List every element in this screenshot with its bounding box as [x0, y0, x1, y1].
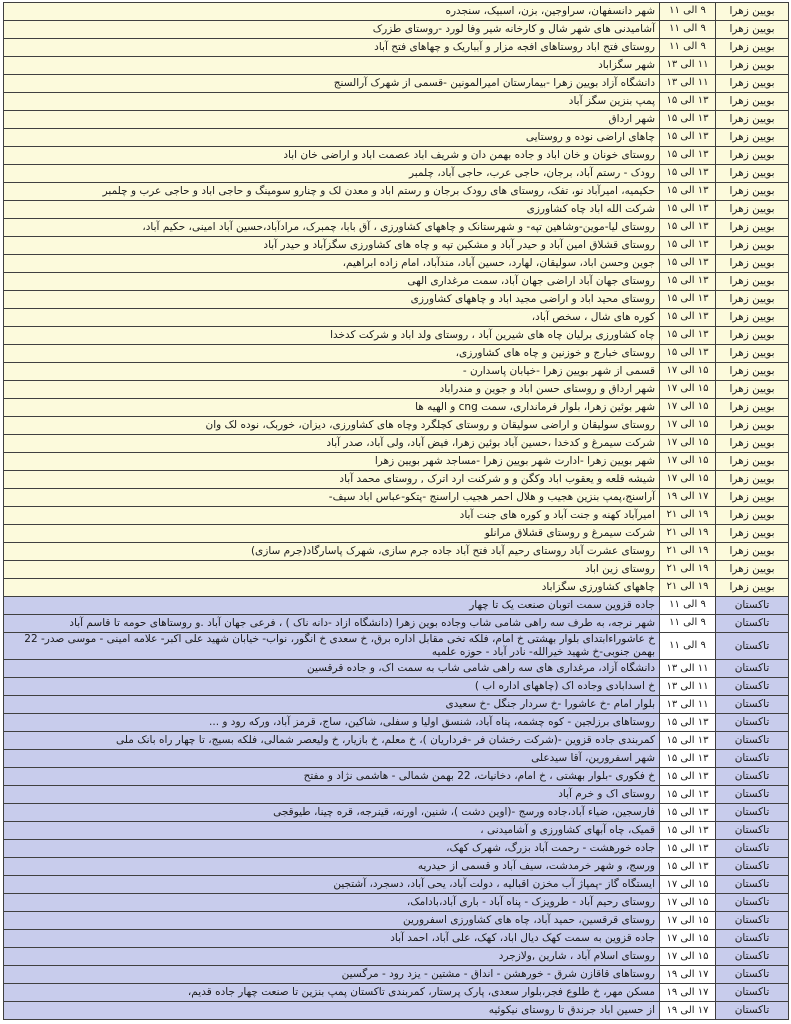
table-row [4, 345, 789, 363]
outage-time-cell: ۱۵ الی ۱۷ [660, 894, 716, 912]
table-row [4, 3, 789, 21]
outage-area-cell: روستای خبارج و خوزنین و چاه های کشاورزی، [4, 345, 660, 363]
outage-time-cell: ۱۵ الی ۱۷ [660, 435, 716, 453]
region-cell: تاکستان [716, 966, 789, 984]
table-row [4, 255, 789, 273]
outage-time-cell: ۱۳ الی ۱۵ [660, 840, 716, 858]
region-cell: تاکستان [716, 1002, 789, 1020]
region-cell: بویین زهرا [716, 471, 789, 489]
table-row [4, 57, 789, 75]
table-row [4, 525, 789, 543]
region-cell: بویین زهرا [716, 435, 789, 453]
outage-time-cell: ۱۵ الی ۱۷ [660, 453, 716, 471]
region-cell: بویین زهرا [716, 543, 789, 561]
table-row [4, 237, 789, 255]
region-cell: بویین زهرا [716, 129, 789, 147]
table-row [4, 453, 789, 471]
table-row [4, 660, 789, 678]
outage-area-cell: خ اسدابادی وجاده اک (چاههای اداره اب ) [4, 678, 660, 696]
outage-table-body [4, 3, 789, 1020]
outage-time-cell: ۱۹ الی ۲۱ [660, 561, 716, 579]
outage-area-cell: رودک - رستم آباد، برجان، حاجی عرب، حاجی آباد، چلمبر [4, 165, 660, 183]
outage-area-cell: چاه کشاورزی برلیان چاه های شیرین آباد ، روستای ولد اباد و شرکت کدخدا [4, 327, 660, 345]
outage-time-cell: ۱۵ الی ۱۷ [660, 417, 716, 435]
outage-area-cell: روستای فتح اباد روستاهای افجه مزار و آبباریک و چهاهای فتح آباد [4, 39, 660, 57]
outage-area-cell: دانشگاه آزاد بویین زهرا -بیمارستان امیرالمونین -قسمی از شهرک آرالسنج [4, 75, 660, 93]
table-row [4, 543, 789, 561]
outage-time-cell: ۱۷ الی ۱۹ [660, 1002, 716, 1020]
outage-time-cell: ۱۳ الی ۱۵ [660, 183, 716, 201]
outage-time-cell: ۱۳ الی ۱۵ [660, 93, 716, 111]
region-cell: بویین زهرا [716, 201, 789, 219]
outage-time-cell: ۱۳ الی ۱۵ [660, 309, 716, 327]
outage-time-cell: ۱۳ الی ۱۵ [660, 111, 716, 129]
outage-area-cell: چاهای اراضی نوده و روستایی [4, 129, 660, 147]
table-row [4, 597, 789, 615]
outage-time-cell: ۹ الی ۱۱ [660, 39, 716, 57]
outage-area-cell: روستای خونان و خان اباد و جاده بهمن دان و شریف اباد عصمت اباد و اراضی خان اباد [4, 147, 660, 165]
outage-table [3, 2, 789, 1020]
outage-area-cell: ورسج، و شهر خرمدشت، سیف آباد و قسمی از حیدریه [4, 858, 660, 876]
table-row [4, 471, 789, 489]
table-row [4, 948, 789, 966]
outage-area-cell: روستای محید اباد و اراضی مجید اباد و چاههای کشاورزی [4, 291, 660, 309]
outage-area-cell: جاده قزوین به سمت کهک دیال اباد، کهک، علی آباد، احمد آباد [4, 930, 660, 948]
outage-area-cell: دانشگاه آزاد، مرغداری های سه راهی شامی شاب به سمت اک، و جاده قرقسین [4, 660, 660, 678]
region-cell: بویین زهرا [716, 345, 789, 363]
outage-time-cell: ۱۵ الی ۱۷ [660, 948, 716, 966]
region-cell: بویین زهرا [716, 3, 789, 21]
outage-time-cell: ۱۳ الی ۱۵ [660, 219, 716, 237]
table-row [4, 381, 789, 399]
region-cell: بویین زهرا [716, 399, 789, 417]
table-row [4, 21, 789, 39]
table-row [4, 1002, 789, 1020]
outage-time-cell: ۱۳ الی ۱۵ [660, 714, 716, 732]
table-row [4, 435, 789, 453]
outage-time-cell: ۱۳ الی ۱۵ [660, 732, 716, 750]
outage-area-cell: شیشه قلعه و یعقوب اباد وکگن و و شرکنت ارد اترک , روستای محمد آباد [4, 471, 660, 489]
region-cell: بویین زهرا [716, 417, 789, 435]
outage-area-cell: آراسنج،پمپ بنزین هجیب و هلال احمر هجیب اراسنج -پتکو-عباس اباد سیف- [4, 489, 660, 507]
outage-area-cell: روستای اسلام آباد ، شارین ,ولازجرد [4, 948, 660, 966]
region-cell: تاکستان [716, 894, 789, 912]
outage-time-cell: ۱۷ الی ۱۹ [660, 966, 716, 984]
outage-time-cell: ۱۳ الی ۱۵ [660, 804, 716, 822]
region-cell: بویین زهرا [716, 561, 789, 579]
outage-time-cell: ۱۳ الی ۱۵ [660, 273, 716, 291]
outage-time-cell: ۱۵ الی ۱۷ [660, 363, 716, 381]
outage-area-cell: روستاهای قاقازن شرق - خورهشن - انداق - مشتین - یزد رود - مرگسین [4, 966, 660, 984]
outage-area-cell: جوین وحسن اباد، سولیقان، لهارد، حسین آباد، مندآباد، امام زاده ابراهیم، [4, 255, 660, 273]
outage-area-cell: روستاهای برزلجین - کوه چشمه، پناه آباد، شنسق اولیا و سفلی، شاکین، ساج، قرمز آباد، ورکه رود و ... [4, 714, 660, 732]
region-cell: بویین زهرا [716, 75, 789, 93]
region-cell: بویین زهرا [716, 21, 789, 39]
outage-time-cell: ۱۵ الی ۱۷ [660, 930, 716, 948]
table-row [4, 750, 789, 768]
outage-time-cell: ۱۳ الی ۱۵ [660, 327, 716, 345]
outage-time-cell: ۱۱ الی ۱۳ [660, 75, 716, 93]
region-cell: بویین زهرا [716, 165, 789, 183]
outage-area-cell: ایستگاه گاز -پمپاژ آب مخزن اقبالیه ، دولت آباد، یحی آباد، دسجرد، آشتجین [4, 876, 660, 894]
outage-time-cell: ۱۹ الی ۲۱ [660, 543, 716, 561]
region-cell: تاکستان [716, 678, 789, 696]
outage-area-cell: روستای قرقسین، حمید آباد، چاه های کشاورزی اسفرورین [4, 912, 660, 930]
outage-area-cell: فارسجین، ضیاء آباد،جاده ورسج -(اوین دشت )، شنین، اورنه، قینرجه، قره چینا، طیوقجی [4, 804, 660, 822]
table-row [4, 966, 789, 984]
outage-area-cell: شهر نرجه، به طرف سه راهی شامی شاب وجاده بوین زهرا (دانشگاه ازاد -دانه ناک ) ، فرعی جهان آباد .و روستاهای حومه تا قاسم آباد [4, 615, 660, 633]
outage-area-cell: روستای زین اباد [4, 561, 660, 579]
outage-area-cell: حکیمیه، امیرآباد نو، تفک، روستای های رودک برجان و رستم اباد و معدن لک و چنارو سومینگ و حاجی اباد و حاجی عرب و چلمبر [4, 183, 660, 201]
outage-area-cell: بلوار امام -خ عاشورا -خ سردار جنگل -خ سعیدی [4, 696, 660, 714]
outage-area-cell: شهر بویین زهرا -ادارت شهر بویین زهرا -مساجد شهر بویین زهرا [4, 453, 660, 471]
outage-area-cell: شرکت سیمرغ و کدخدا ،حسین آباد بوئین زهرا، فیض آباد، ولی آباد، صدر آباد [4, 435, 660, 453]
region-cell: تاکستان [716, 597, 789, 615]
outage-area-cell: قمیک، چاه آبهای کشاورزی و آشامیدنی ، [4, 822, 660, 840]
outage-area-cell: از حسین اباد جرندق تا روستای نیکوئیه [4, 1002, 660, 1020]
table-row [4, 984, 789, 1002]
region-cell: بویین زهرا [716, 489, 789, 507]
outage-area-cell: شرکت سیمرغ و روستای قشلاق مرانلو [4, 525, 660, 543]
table-row [4, 858, 789, 876]
table-row [4, 111, 789, 129]
region-cell: تاکستان [716, 984, 789, 1002]
region-cell: بویین زهرا [716, 183, 789, 201]
region-cell: تاکستان [716, 822, 789, 840]
outage-area-cell: روستای اک و خرم آباد [4, 786, 660, 804]
table-row [4, 129, 789, 147]
region-cell: بویین زهرا [716, 219, 789, 237]
outage-time-cell: ۱۳ الی ۱۵ [660, 255, 716, 273]
outage-time-cell: ۱۵ الی ۱۷ [660, 381, 716, 399]
region-cell: تاکستان [716, 948, 789, 966]
table-row [4, 327, 789, 345]
outage-time-cell: ۱۳ الی ۱۵ [660, 165, 716, 183]
region-cell: تاکستان [716, 615, 789, 633]
region-cell: بویین زهرا [716, 309, 789, 327]
table-row [4, 363, 789, 381]
table-row [4, 840, 789, 858]
outage-time-cell: ۱۵ الی ۱۷ [660, 399, 716, 417]
outage-time-cell: ۹ الی ۱۱ [660, 3, 716, 21]
outage-time-cell: ۹ الی ۱۱ [660, 633, 716, 660]
region-cell: بویین زهرا [716, 291, 789, 309]
outage-area-cell: روستای قشلاق امین آباد و حیدر آباد و مشکین تپه و چاه های کشاورزی سگزآباد و حیدر آباد [4, 237, 660, 255]
outage-area-cell: شهر ارداق [4, 111, 660, 129]
table-row [4, 579, 789, 597]
table-row [4, 273, 789, 291]
outage-time-cell: ۱۱ الی ۱۳ [660, 696, 716, 714]
region-cell: بویین زهرا [716, 525, 789, 543]
table-row [4, 291, 789, 309]
region-cell: تاکستان [716, 912, 789, 930]
outage-time-cell: ۱۳ الی ۱۵ [660, 147, 716, 165]
region-cell: بویین زهرا [716, 381, 789, 399]
outage-time-cell: ۱۱ الی ۱۳ [660, 678, 716, 696]
table-row [4, 894, 789, 912]
table-row [4, 732, 789, 750]
outage-area-cell: شهر اسفرورین، آقا سیدعلی [4, 750, 660, 768]
region-cell: تاکستان [716, 768, 789, 786]
table-row [4, 201, 789, 219]
outage-area-cell: روستای عشرت آباد روستای رحیم آباد فتح آباد جاده جرم سازی، شهرک پاسارگاد(جرم سازی) [4, 543, 660, 561]
outage-area-cell: جاده خورهشت - رحمت آباد بزرگ، شهرک کهک، [4, 840, 660, 858]
outage-time-cell: ۱۵ الی ۱۷ [660, 912, 716, 930]
table-row [4, 165, 789, 183]
region-cell: تاکستان [716, 876, 789, 894]
outage-time-cell: ۱۵ الی ۱۷ [660, 876, 716, 894]
region-cell: تاکستان [716, 786, 789, 804]
table-row [4, 39, 789, 57]
table-row [4, 696, 789, 714]
table-row [4, 75, 789, 93]
table-row [4, 561, 789, 579]
table-row [4, 489, 789, 507]
table-row [4, 399, 789, 417]
region-cell: تاکستان [716, 840, 789, 858]
outage-time-cell: ۱۳ الی ۱۵ [660, 822, 716, 840]
outage-area-cell: شهر ارداق و روستای حسن اباد و جوین و مندراباد [4, 381, 660, 399]
outage-time-cell: ۱۷ الی ۱۹ [660, 489, 716, 507]
region-cell: تاکستان [716, 696, 789, 714]
outage-area-cell: کوره های شال ، سخص آباد، [4, 309, 660, 327]
region-cell: تاکستان [716, 660, 789, 678]
outage-time-cell: ۹ الی ۱۱ [660, 21, 716, 39]
outage-area-cell: خ عاشوراءابتدای بلوار بهشتی خ امام، فلکه تخی مقابل اداره برق، خ سعدی خ انگور، نواب- خیابان شهید علی اکبر- علامه امینی - موسی صدر- 22 بهمن جنوبی-خ شهید خیرالله- نادر آباد - حوزه علمیه [4, 633, 660, 660]
table-row [4, 876, 789, 894]
outage-area-cell: قسمی از شهر بویین زهرا -خیابان پاسدارن - [4, 363, 660, 381]
region-cell: بویین زهرا [716, 255, 789, 273]
outage-time-cell: ۱۳ الی ۱۵ [660, 237, 716, 255]
outage-time-cell: ۱۹ الی ۲۱ [660, 525, 716, 543]
outage-area-cell: شهر دانسفهان، سراوجین، بزن، اسبیک، سنجدره [4, 3, 660, 21]
outage-time-cell: ۹ الی ۱۱ [660, 597, 716, 615]
outage-area-cell: روستای جهان آباد اراضی جهان آباد، سمت مرغداری الهی [4, 273, 660, 291]
region-cell: بویین زهرا [716, 147, 789, 165]
outage-time-cell: ۱۱ الی ۱۳ [660, 57, 716, 75]
outage-area-cell: امیرآباد کهنه و جنت آباد و کوره های جنت آباد [4, 507, 660, 525]
region-cell: تاکستان [716, 804, 789, 822]
region-cell: بویین زهرا [716, 39, 789, 57]
outage-area-cell: روستای لیا-موین-وشاهین تپه- و شهرستانک و چاههای کشاورزی ، آق بابا، چمبرک، مرادآباد،حسین آباد امینی، حکیم آباد، [4, 219, 660, 237]
table-row [4, 804, 789, 822]
region-cell: بویین زهرا [716, 579, 789, 597]
outage-time-cell: ۱۳ الی ۱۵ [660, 345, 716, 363]
table-row [4, 930, 789, 948]
outage-time-cell: ۱۳ الی ۱۵ [660, 768, 716, 786]
table-row [4, 183, 789, 201]
region-cell: بویین زهرا [716, 363, 789, 381]
outage-time-cell: ۱۳ الی ۱۵ [660, 129, 716, 147]
outage-time-cell: ۱۳ الی ۱۵ [660, 750, 716, 768]
outage-time-cell: ۱۳ الی ۱۵ [660, 291, 716, 309]
outage-area-cell: چاههای کشاورزی سگزاباد [4, 579, 660, 597]
outage-time-cell: ۱۷ الی ۱۹ [660, 984, 716, 1002]
outage-area-cell: کمربندی جاده قزوین -(شرکت رخشان فر -فرداریان )، خ معلم، خ بازیار، خ ولیعصر شمالی، فلکه بسیج، تا چهار راه بانک ملی [4, 732, 660, 750]
outage-area-cell: شهر سگزاباد [4, 57, 660, 75]
table-row [4, 219, 789, 237]
outage-time-cell: ۱۳ الی ۱۵ [660, 201, 716, 219]
outage-area-cell: خ فکوری -بلوار بهشتی ، خ امام، دخانیات، 22 بهمن شمالی - هاشمی نژاد و مفتح [4, 768, 660, 786]
outage-time-cell: ۱۵ الی ۱۷ [660, 471, 716, 489]
region-cell: بویین زهرا [716, 111, 789, 129]
region-cell: تاکستان [716, 858, 789, 876]
outage-area-cell: شرکت الله اباد چاه کشاورزی [4, 201, 660, 219]
region-cell: بویین زهرا [716, 327, 789, 345]
region-cell: تاکستان [716, 714, 789, 732]
table-row [4, 417, 789, 435]
table-row [4, 714, 789, 732]
region-cell: بویین زهرا [716, 237, 789, 255]
outage-area-cell: روستای سولیقان و اراضی سولیقان و روستای کچلگرد وچاه های کشاورزی، دیزان، خوربک، نوده لک وان [4, 417, 660, 435]
outage-time-cell: ۱۳ الی ۱۵ [660, 858, 716, 876]
outage-time-cell: ۱۳ الی ۱۵ [660, 786, 716, 804]
region-cell: بویین زهرا [716, 273, 789, 291]
outage-area-cell: پمپ بنزین سگز آباد [4, 93, 660, 111]
outage-area-cell: آشامیدنی های شهر شال و کارخانه شیر وفا لورد -روستای طزرک [4, 21, 660, 39]
outage-area-cell: مسکن مهر، خ طلوع فجر،بلوار سعدی، پارک پرستار، کمربندی تاکستان پمپ بنزین تا صنعت چهار جاده قدیم، [4, 984, 660, 1002]
outage-time-cell: ۹ الی ۱۱ [660, 615, 716, 633]
region-cell: بویین زهرا [716, 453, 789, 471]
table-row [4, 507, 789, 525]
table-row [4, 912, 789, 930]
table-row [4, 309, 789, 327]
region-cell: تاکستان [716, 633, 789, 660]
region-cell: تاکستان [716, 732, 789, 750]
region-cell: بویین زهرا [716, 93, 789, 111]
outage-time-cell: ۱۱ الی ۱۳ [660, 660, 716, 678]
table-row [4, 786, 789, 804]
outage-area-cell: روستای رحیم آباد - طرویزک - پناه آباد - باری آباد،بادامک، [4, 894, 660, 912]
table-row [4, 768, 789, 786]
outage-area-cell: جاده قزوین سمت اتوبان صنعت یک تا چهار [4, 597, 660, 615]
outage-area-cell: شهر بوئین زهرا، بلوار فرمانداری، سمت cng و الهیه ها [4, 399, 660, 417]
table-row [4, 615, 789, 633]
table-row [4, 678, 789, 696]
table-row [4, 633, 789, 660]
table-row [4, 147, 789, 165]
outage-time-cell: ۱۹ الی ۲۱ [660, 507, 716, 525]
region-cell: تاکستان [716, 930, 789, 948]
region-cell: بویین زهرا [716, 57, 789, 75]
table-row [4, 93, 789, 111]
region-cell: تاکستان [716, 750, 789, 768]
region-cell: بویین زهرا [716, 507, 789, 525]
outage-time-cell: ۱۹ الی ۲۱ [660, 579, 716, 597]
table-row [4, 822, 789, 840]
